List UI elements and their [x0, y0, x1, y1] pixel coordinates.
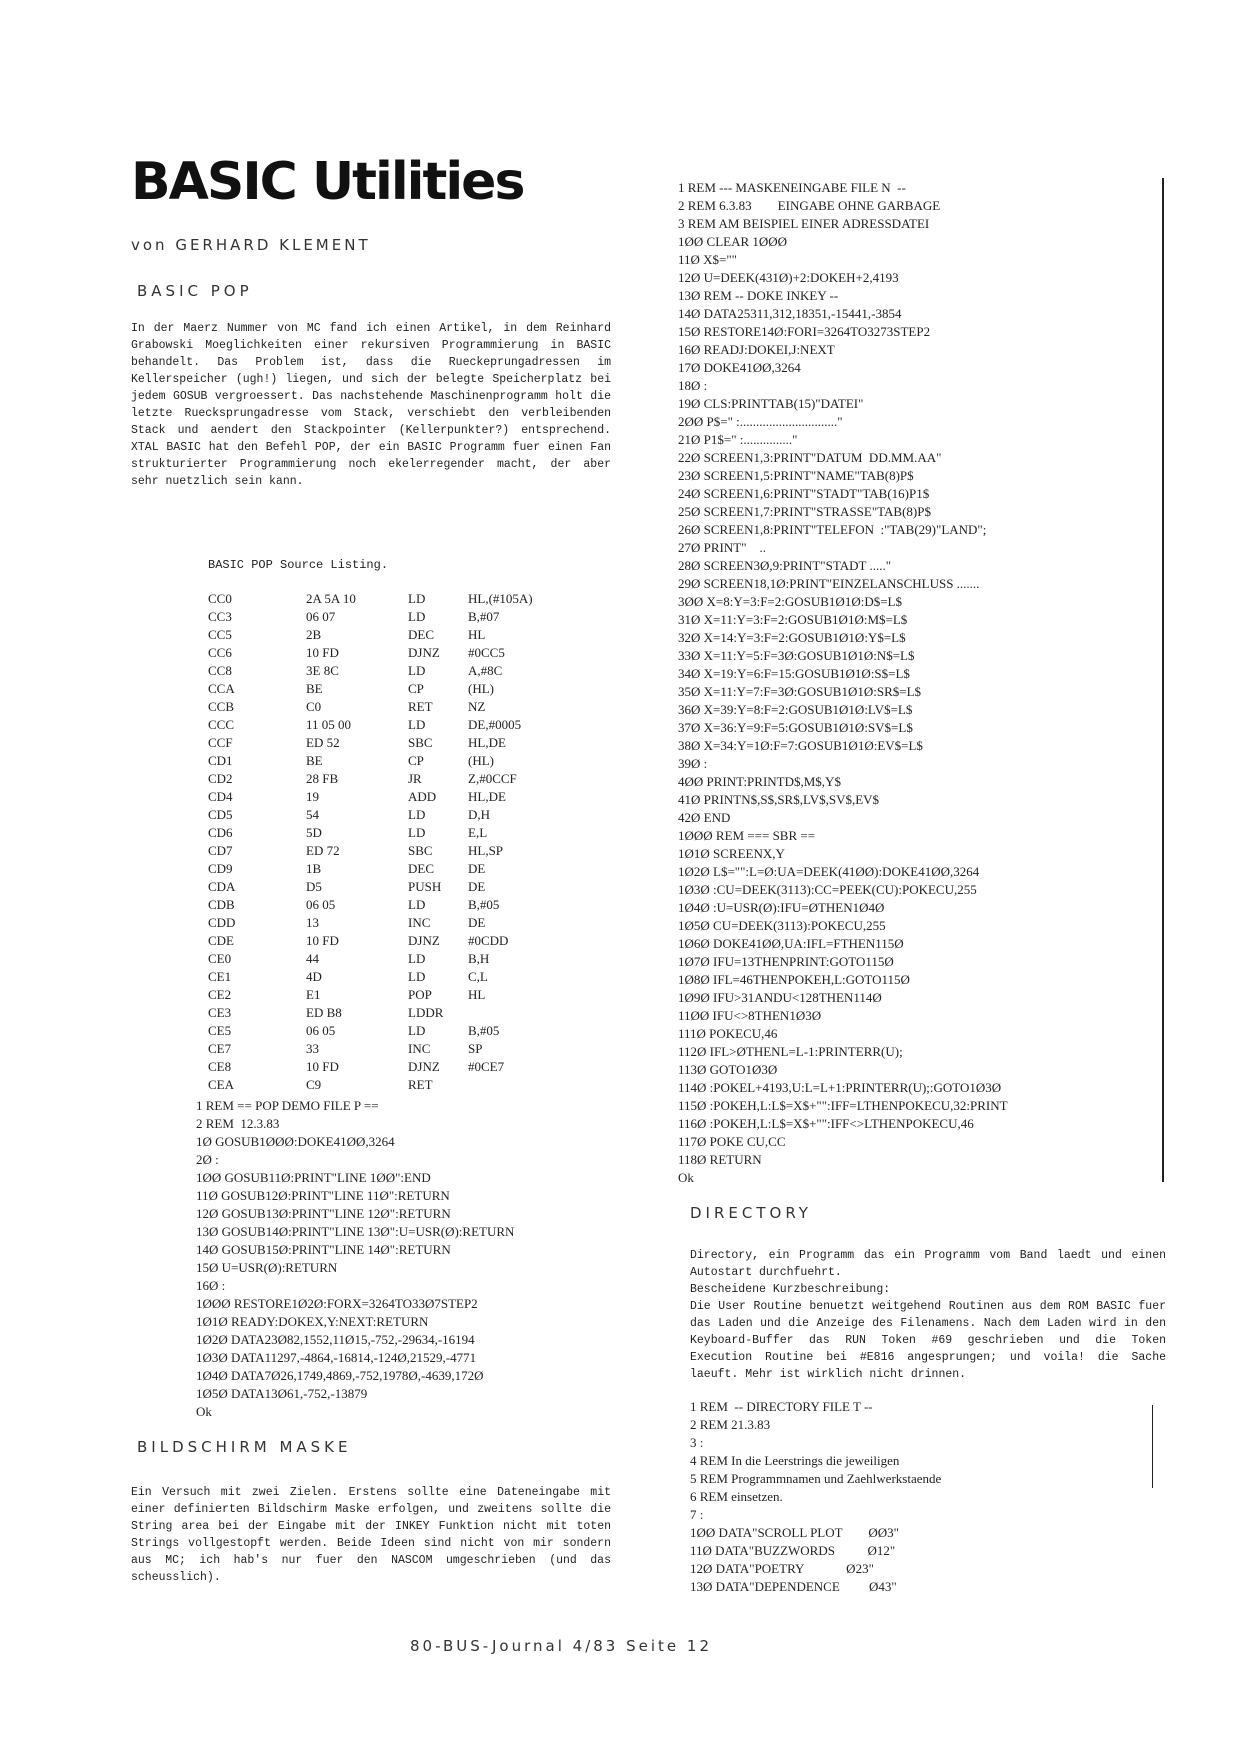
asm-address: CCC: [208, 717, 235, 732]
asm-operand: DE,#0005: [468, 717, 522, 732]
code-line: 2 REM 21.3.83: [690, 1417, 771, 1432]
asm-opcode: 4D: [306, 969, 322, 984]
asm-opcode: 06 05: [306, 897, 336, 912]
asm-operand: HL,DE: [468, 789, 506, 804]
asm-opcode: 06 07: [306, 609, 336, 624]
code-line: 1ØØ GOSUB11Ø:PRINT"LINE 1ØØ":END: [196, 1170, 431, 1185]
asm-row: [208, 1040, 598, 1058]
asm-address: CD2: [208, 771, 233, 786]
code-line: 1 REM --- MASKENEINGABE FILE N --: [678, 180, 906, 195]
asm-opcode: 2A 5A 10: [306, 591, 356, 606]
code-line: 6 REM einsetzen.: [690, 1489, 783, 1504]
code-line: 118Ø RETURN: [678, 1152, 762, 1167]
asm-mnemonic: LD: [408, 897, 426, 912]
asm-operand: DE: [468, 879, 486, 894]
asm-opcode: 33: [306, 1041, 319, 1056]
asm-opcode: 1B: [306, 861, 322, 876]
asm-operand: Z,#0CCF: [468, 771, 517, 786]
asm-opcode: 10 FD: [306, 645, 339, 660]
code-line: 14Ø GOSUB15Ø:PRINT"LINE 14Ø":RETURN: [196, 1242, 451, 1257]
asm-mnemonic: CP: [408, 681, 424, 696]
code-line: 1Ø2Ø DATA23Ø82,1552,11Ø15,-752,-29634,-16194: [196, 1332, 475, 1347]
asm-opcode: 2B: [306, 627, 322, 642]
code-line: 113Ø GOTO1Ø3Ø: [678, 1062, 778, 1077]
asm-operand: HL: [468, 987, 486, 1002]
code-line: 114Ø :POKEL+4193,U:L=L+1:PRINTERR(U);:GOTO1Ø3Ø: [678, 1080, 1002, 1095]
asm-opcode: 5D: [306, 825, 322, 840]
asm-opcode: 06 05: [306, 1023, 336, 1038]
asm-address: CEA: [208, 1077, 234, 1092]
asm-opcode: ED 72: [306, 843, 340, 858]
asm-row: [208, 608, 598, 626]
asm-opcode: BE: [306, 681, 323, 696]
asm-mnemonic: SBC: [408, 843, 433, 858]
directory-paragraph-2: Bescheidene Kurzbeschreibung:: [690, 1283, 891, 1296]
asm-opcode: 3E 8C: [306, 663, 339, 678]
asm-listing-title: BASIC POP Source Listing.: [208, 558, 389, 572]
asm-address: CC0: [208, 591, 232, 606]
asm-mnemonic: INC: [408, 915, 431, 930]
asm-operand: A,#8C: [468, 663, 503, 678]
code-line: 2 REM 12.3.83: [196, 1116, 280, 1131]
code-line: 32Ø X=14:Y=3:F=2:GOSUB1Ø1Ø:Y$=L$: [678, 630, 906, 645]
asm-mnemonic: DJNZ: [408, 933, 440, 948]
asm-address: CDB: [208, 897, 235, 912]
code-line: 39Ø :: [678, 756, 708, 771]
asm-address: CE0: [208, 951, 232, 966]
section-heading-bildschirm-maske: BILDSCHIRM MASKE: [137, 1438, 352, 1456]
basic-pop-paragraph: In der Maerz Nummer von MC fand ich einen Artikel, in dem Reinhard Grabowski Moeglichkeiten einer rekursiven Programmierung in BASIC behandelt. Das Problem ist, dass die Rueckeprungadressen im Kellerspeicher (ugh!) liegen, und sich der belegte Speicherplatz bei jedem GOSUB vergroessert. Das nachstehende Maschinenprogramm holt die letzte Ruecksprungadresse vom Stack, verschiebt den verbleibenden Stack und aendert den Stackpointer (Kellerpunkter?) entsprechend. XTAL BASIC hat den Befehl POP, der ein BASIC Programm fuer einen Fan strukturierter Programmierung noch ekelerregender macht, der aber sehr nuetzlich sein kann.: [131, 322, 611, 488]
asm-mnemonic: LD: [408, 969, 426, 984]
code-line: 5 REM Programmnamen und Zaehlwerkstaende: [690, 1471, 942, 1486]
code-line: 11Ø DATA"BUZZWORDS Ø12": [690, 1543, 896, 1558]
asm-row: [208, 734, 598, 752]
asm-operand: DE: [468, 915, 486, 930]
code-line: 31Ø X=11:Y=3:F=2:GOSUB1Ø1Ø:M$=L$: [678, 612, 908, 627]
asm-address: CCA: [208, 681, 235, 696]
asm-row: [208, 932, 598, 950]
asm-address: CC3: [208, 609, 232, 624]
code-line: 16Ø READJ:DOKEI,J:NEXT: [678, 342, 835, 357]
asm-mnemonic: CP: [408, 753, 424, 768]
code-line: 116Ø :POKEH,L:L$=X$+"":IFF<>LTHENPOKECU,46: [678, 1116, 974, 1131]
asm-opcode: D5: [306, 879, 322, 894]
directory-paragraph-3: Die User Routine benuetzt weitgehend Routinen aus dem ROM BASIC fuer das Laden und die Anzeige des Filenamens. Nach dem Laden wird in den Keyboard-Buffer das RUN Token #69 geschrieben und die Token Execution Routine bei #E816 angesprungen; und voila! die Sache laeuft. Mehr ist wirklich nicht drinnen.: [690, 1300, 1166, 1381]
asm-operand: [468, 1076, 598, 1094]
code-line: 4 REM In die Leerstrings die jeweiligen: [690, 1453, 900, 1468]
code-line: 13Ø DATA"DEPENDENCE Ø43": [690, 1579, 897, 1594]
code-line: 35Ø X=11:Y=7:F=3Ø:GOSUB1Ø1Ø:SR$=L$: [678, 684, 922, 699]
asm-mnemonic: ADD: [408, 789, 437, 804]
page-title: BASIC Utilities: [131, 152, 524, 212]
asm-operand: B,#07: [468, 609, 500, 624]
asm-opcode: 11 05 00: [306, 717, 352, 732]
code-line: 11Ø GOSUB12Ø:PRINT"LINE 11Ø":RETURN: [196, 1188, 450, 1203]
asm-mnemonic: LD: [408, 807, 426, 822]
asm-mnemonic: LD: [408, 609, 426, 624]
asm-opcode: ED B8: [306, 1005, 342, 1020]
asm-row: [208, 626, 598, 644]
code-line: 112Ø IFL>ØTHENL=L-1:PRINTERR(U);: [678, 1044, 903, 1059]
asm-opcode: 10 FD: [306, 1059, 339, 1074]
asm-mnemonic: LDDR: [408, 1005, 444, 1020]
code-line: 36Ø X=39:Y=8:F=2:GOSUB1Ø1Ø:LV$=L$: [678, 702, 913, 717]
asm-address: CE7: [208, 1041, 232, 1056]
asm-mnemonic: RET: [408, 699, 433, 714]
asm-operand: B,#05: [468, 897, 500, 912]
asm-row: [208, 860, 598, 878]
asm-row: [208, 644, 598, 662]
asm-address: CCF: [208, 735, 233, 750]
bildschirm-paragraph: Ein Versuch mit zwei Zielen. Erstens sollte eine Dateneingabe mit einer definierten Bildschirm Maske erfolgen, und zweitens sollte die String area bei der Eingabe mit der INKEY Funktion nicht mit toten Strings vollgestopft werden. Beide Ideen sind nicht von mir sondern aus MC; ich hab's nur fuer den NASCOM umgeschrieben (und das scheusslich).: [131, 1486, 611, 1584]
code-line: 21Ø P1$=" :...............": [678, 432, 798, 447]
asm-operand: HL,SP: [468, 843, 504, 858]
asm-address: CD9: [208, 861, 233, 876]
asm-address: CE5: [208, 1023, 232, 1038]
asm-row: [208, 1076, 598, 1094]
code-line: 1Ø3Ø DATA11297,-4864,-16814,-124Ø,21529,-4771: [196, 1350, 477, 1365]
asm-row: [208, 698, 598, 716]
code-line: 15Ø U=USR(Ø):RETURN: [196, 1260, 338, 1275]
asm-row: [208, 1022, 598, 1040]
code-line: 2Ø :: [196, 1152, 219, 1167]
code-line: 27Ø PRINT" ..: [678, 540, 767, 555]
asm-address: CDA: [208, 879, 236, 894]
asm-operand: [468, 1004, 598, 1022]
asm-mnemonic: INC: [408, 1041, 431, 1056]
asm-mnemonic: LD: [408, 951, 426, 966]
listing-margin-rule: [1162, 178, 1164, 1182]
code-line: 2ØØ P$=" :..............................": [678, 414, 843, 429]
asm-mnemonic: DJNZ: [408, 645, 440, 660]
asm-row: [208, 770, 598, 788]
author-byline: von GERHARD KLEMENT: [131, 236, 371, 254]
code-line: 22Ø SCREEN1,3:PRINT"DATUM DD.MM.AA": [678, 450, 942, 465]
asm-row: [208, 590, 598, 608]
asm-opcode: 54: [306, 807, 319, 822]
asm-operand: B,H: [468, 951, 490, 966]
code-line: 1Ø2Ø L$="":L=Ø:UA=DEEK(41ØØ):DOKE41ØØ,3264: [678, 864, 980, 879]
code-line: 12Ø U=DEEK(431Ø)+2:DOKEH+2,4193: [678, 270, 899, 285]
asm-row: [208, 914, 598, 932]
asm-mnemonic: DEC: [408, 627, 434, 642]
asm-row: [208, 806, 598, 824]
asm-address: CD7: [208, 843, 233, 858]
asm-mnemonic: POP: [408, 987, 432, 1002]
asm-row: [208, 950, 598, 968]
asm-mnemonic: LD: [408, 1023, 426, 1038]
asm-row: [208, 680, 598, 698]
section-heading-basic-pop: BASIC POP: [137, 282, 253, 300]
asm-address: CD4: [208, 789, 233, 804]
asm-address: CD1: [208, 753, 233, 768]
code-line: 37Ø X=36:Y=9:F=5:GOSUB1Ø1Ø:SV$=L$: [678, 720, 913, 735]
asm-row: [208, 878, 598, 896]
asm-address: CC5: [208, 627, 232, 642]
code-line: 4ØØ PRINT:PRINTD$,M$,Y$: [678, 774, 841, 789]
pop-demo-listing: [196, 1097, 514, 1421]
code-line: 38Ø X=34:Y=1Ø:F=7:GOSUB1Ø1Ø:EV$=L$: [678, 738, 923, 753]
asm-opcode: C0: [306, 699, 322, 714]
asm-opcode: BE: [306, 753, 323, 768]
asm-row: [208, 986, 598, 1004]
code-line: 41Ø PRINTN$,S$,SR$,LV$,SV$,EV$: [678, 792, 880, 807]
asm-operand: DE: [468, 861, 486, 876]
code-line: 12Ø DATA"POETRY Ø23": [690, 1561, 874, 1576]
code-line: 13Ø GOSUB14Ø:PRINT"LINE 13Ø":U=USR(Ø):RETURN: [196, 1224, 515, 1239]
asm-operand: HL: [468, 627, 486, 642]
asm-address: CE1: [208, 969, 232, 984]
asm-address: CDE: [208, 933, 234, 948]
code-line: 17Ø DOKE41ØØ,3264: [678, 360, 801, 375]
asm-mnemonic: PUSH: [408, 879, 442, 894]
asm-operand: HL,(#105A): [468, 591, 533, 606]
asm-mnemonic: LD: [408, 591, 426, 606]
code-line: 26Ø SCREEN1,8:PRINT"TELEFON :"TAB(29)"LAND";: [678, 522, 987, 537]
code-line: 42Ø END: [678, 810, 731, 825]
code-line: 29Ø SCREEN18,1Ø:PRINT"EINZELANSCHLUSS .......: [678, 576, 980, 591]
code-line: 1Ø1Ø SCREENX,Y: [678, 846, 785, 861]
asm-address: CDD: [208, 915, 236, 930]
directory-margin-rule: [1152, 1405, 1153, 1488]
code-line: 1Ø GOSUB1ØØØ:DOKE41ØØ,3264: [196, 1134, 395, 1149]
asm-row: [208, 662, 598, 680]
code-line: 24Ø SCREEN1,6:PRINT"STADT"TAB(16)P1$: [678, 486, 930, 501]
code-line: Ok: [678, 1170, 694, 1185]
code-line: 1ØØØ RESTORE1Ø2Ø:FORX=3264TO33Ø7STEP2: [196, 1296, 478, 1311]
asm-opcode: ED 52: [306, 735, 340, 750]
code-line: 25Ø SCREEN1,7:PRINT"STRASSE"TAB(8)P$: [678, 504, 931, 519]
asm-operand: E,L: [468, 825, 488, 840]
asm-row: [208, 788, 598, 806]
code-line: 2 REM 6.3.83 EINGABE OHNE GARBAGE: [678, 198, 941, 213]
code-line: 34Ø X=19:Y=6:F=15:GOSUB1Ø1Ø:S$=L$: [678, 666, 910, 681]
asm-mnemonic: SBC: [408, 735, 433, 750]
asm-operand: #0CDD: [468, 933, 509, 948]
code-line: 1Ø3Ø :CU=DEEK(3113):CC=PEEK(CU):POKECU,255: [678, 882, 977, 897]
code-line: 13Ø REM -- DOKE INKEY --: [678, 288, 839, 303]
code-line: 12Ø GOSUB13Ø:PRINT"LINE 12Ø":RETURN: [196, 1206, 451, 1221]
code-line: 1Ø1Ø READY:DOKEX,Y:NEXT:RETURN: [196, 1314, 429, 1329]
maske-listing: [678, 179, 1008, 1187]
asm-operand: SP: [468, 1041, 483, 1056]
code-line: 1Ø4Ø DATA7Ø26,1749,4869,-752,1978Ø,-4639,172Ø: [196, 1368, 484, 1383]
code-line: Ok: [196, 1404, 212, 1419]
code-line: 16Ø :: [196, 1278, 226, 1293]
code-line: 3 :: [690, 1435, 704, 1450]
asm-address: CC6: [208, 645, 232, 660]
asm-row: [208, 824, 598, 842]
code-line: 111Ø POKECU,46: [678, 1026, 778, 1041]
asm-opcode: 44: [306, 951, 319, 966]
code-line: 115Ø :POKEH,L:L$=X$+"":IFF=LTHENPOKECU,32:PRINT: [678, 1098, 1008, 1113]
code-line: 1ØØ DATA"SCROLL PLOT ØØ3": [690, 1525, 899, 1540]
asm-operand: HL,DE: [468, 735, 506, 750]
code-line: 15Ø RESTORE14Ø:FORI=3264TO3273STEP2: [678, 324, 931, 339]
section-heading-directory: DIRECTORY: [690, 1204, 812, 1222]
asm-address: CD5: [208, 807, 233, 822]
code-line: 33Ø X=11:Y=5:F=3Ø:GOSUB1Ø1Ø:N$=L$: [678, 648, 915, 663]
code-line: 7 :: [690, 1507, 704, 1522]
code-line: 28Ø SCREEN3Ø,9:PRINT"STADT .....": [678, 558, 892, 573]
asm-opcode: C9: [306, 1077, 322, 1092]
asm-operand: #0CC5: [468, 645, 505, 660]
code-line: 3ØØ X=8:Y=3:F=2:GOSUB1Ø1Ø:D$=L$: [678, 594, 902, 609]
asm-mnemonic: LD: [408, 717, 426, 732]
asm-opcode: 28 FB: [306, 771, 339, 786]
asm-mnemonic: LD: [408, 825, 426, 840]
asm-operand: C,L: [468, 969, 488, 984]
code-line: 11Ø X$="": [678, 252, 737, 267]
code-line: 1ØØ CLEAR 1ØØØ: [678, 234, 788, 249]
code-line: 1 REM == POP DEMO FILE P ==: [196, 1098, 379, 1113]
asm-operand: B,#05: [468, 1023, 500, 1038]
code-line: 1Ø5Ø CU=DEEK(3113):POKECU,255: [678, 918, 886, 933]
code-line: 1 REM -- DIRECTORY FILE T --: [690, 1399, 873, 1414]
asm-row: [208, 968, 598, 986]
asm-mnemonic: JR: [408, 771, 422, 786]
asm-operand: D,H: [468, 807, 491, 822]
asm-opcode: E1: [306, 987, 321, 1002]
code-line: 1Ø4Ø :U=USR(Ø):IFU=ØTHEN1Ø4Ø: [678, 900, 885, 915]
asm-row: [208, 716, 598, 734]
asm-address: CE8: [208, 1059, 232, 1074]
asm-address: CC8: [208, 663, 232, 678]
asm-address: CD6: [208, 825, 233, 840]
code-line: 23Ø SCREEN1,5:PRINT"NAME"TAB(8)P$: [678, 468, 914, 483]
code-line: 14Ø DATA25311,312,18351,-15441,-3854: [678, 306, 902, 321]
code-line: 1ØØØ REM === SBR ==: [678, 828, 816, 843]
directory-listing: [690, 1398, 941, 1596]
asm-opcode: 10 FD: [306, 933, 339, 948]
code-line: 117Ø POKE CU,CC: [678, 1134, 786, 1149]
asm-row: [208, 1004, 598, 1022]
asm-listing-table: [208, 590, 598, 1094]
asm-mnemonic: DEC: [408, 861, 434, 876]
code-line: 1Ø9Ø IFU>31ANDU<128THEN114Ø: [678, 990, 882, 1005]
asm-operand: (HL): [468, 681, 494, 696]
asm-mnemonic: DJNZ: [408, 1059, 440, 1074]
asm-opcode: 19: [306, 789, 319, 804]
code-line: 18Ø :: [678, 378, 708, 393]
asm-row: [208, 842, 598, 860]
code-line: 1Ø5Ø DATA13Ø61,-752,-13879: [196, 1386, 368, 1401]
page-footer: 80-BUS-Journal 4/83 Seite 12: [410, 1637, 712, 1655]
asm-address: CE3: [208, 1005, 232, 1020]
code-line: 19Ø CLS:PRINTTAB(15)"DATEI": [678, 396, 864, 411]
asm-operand: NZ: [468, 699, 486, 714]
asm-mnemonic: RET: [408, 1077, 433, 1092]
asm-operand: (HL): [468, 753, 494, 768]
asm-row: [208, 1058, 598, 1076]
code-line: 1Ø6Ø DOKE41ØØ,UA:IFL=FTHEN115Ø: [678, 936, 904, 951]
directory-paragraph-1: Directory, ein Programm das ein Programm vom Band laedt und einen Autostart durchfuehrt.: [690, 1249, 1166, 1279]
asm-mnemonic: LD: [408, 663, 426, 678]
code-line: 1Ø8Ø IFL=46THENPOKEH,L:GOTO115Ø: [678, 972, 910, 987]
code-line: 11ØØ IFU<>8THEN1Ø3Ø: [678, 1008, 822, 1023]
asm-row: [208, 752, 598, 770]
asm-row: [208, 896, 598, 914]
asm-address: CE2: [208, 987, 232, 1002]
code-line: 3 REM AM BEISPIEL EINER ADRESSDATEI: [678, 216, 930, 231]
asm-operand: #0CE7: [468, 1059, 505, 1074]
code-line: 1Ø7Ø IFU=13THENPRINT:GOTO115Ø: [678, 954, 894, 969]
asm-opcode: 13: [306, 915, 319, 930]
asm-address: CCB: [208, 699, 235, 714]
